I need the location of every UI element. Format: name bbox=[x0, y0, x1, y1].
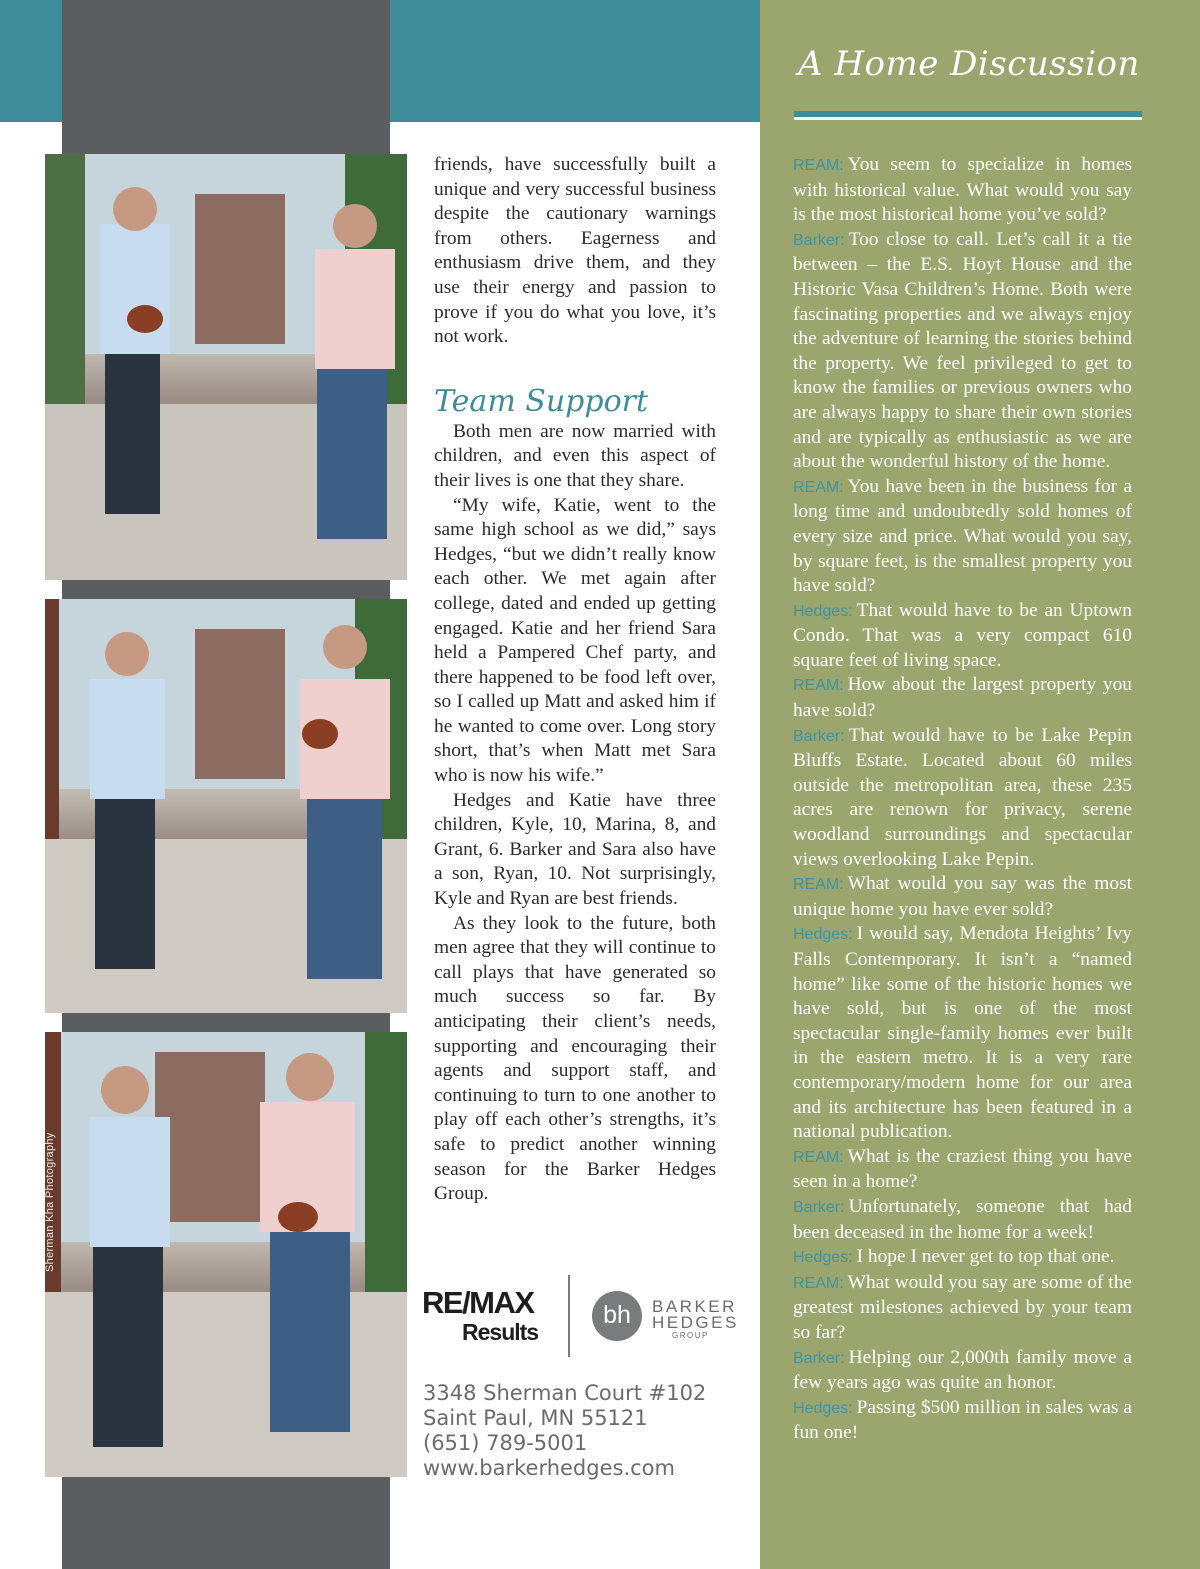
barker-hedges-logo bbox=[652, 1299, 739, 1340]
article-paragraph: “My wife, Katie, went to the same high school as we did,” says Hedges, “but we didn’t really know each other. We met again after college, dated and ended up getting engaged. Katie and her friend Sara held a Pampered Chef party, and there happened to be food left over, so I called up Matt and asked him if he wanted to come over. Long story short, that’s when Matt met Sara who is now his wife.” bbox=[434, 494, 716, 787]
logo-divider bbox=[568, 1275, 570, 1357]
qa-entry bbox=[793, 673, 1132, 723]
qa-entry bbox=[793, 724, 1132, 873]
speaker-label: Barker: bbox=[793, 1198, 845, 1216]
interview-qa bbox=[793, 153, 1132, 1446]
qa-entry bbox=[793, 872, 1132, 922]
article-body bbox=[434, 153, 716, 1207]
qa-text: You have been in the business for a long time and undoubtedly sold homes of every size and price. What would you say, by square feet, is the smallest property you have sold? bbox=[793, 475, 1132, 597]
qa-entry bbox=[793, 1396, 1132, 1446]
qa-entry bbox=[793, 1271, 1132, 1346]
address-line-2: Saint Paul, MN 55121 bbox=[423, 1406, 648, 1430]
qa-text: I hope I never get to top that one. bbox=[856, 1246, 1115, 1268]
qa-entry bbox=[793, 1346, 1132, 1396]
qa-text: That would have to be an Uptown Condo. That was a very compact 610 square feet of living space. bbox=[793, 599, 1132, 671]
speaker-label: Barker: bbox=[793, 727, 845, 745]
section-divider bbox=[794, 111, 1142, 120]
speaker-label: REAM: bbox=[793, 1148, 844, 1166]
contact-block bbox=[423, 1381, 706, 1481]
speaker-label: Hedges: bbox=[793, 602, 853, 620]
speaker-label: Hedges: bbox=[793, 926, 853, 944]
qa-entry bbox=[793, 1245, 1132, 1271]
article-paragraph: Hedges and Katie have three children, Kyle, 10, Marina, 8, and Grant, 6. Barker and Sara also have a son, Ryan, 10. Not surprisingly, Kyle and Ryan are best friends. bbox=[434, 789, 716, 910]
speaker-label: Barker: bbox=[793, 231, 845, 249]
bh-name-barker: BARKER bbox=[652, 1297, 737, 1316]
qa-text: Unfortunately, someone that had been deceased in the home for a week! bbox=[793, 1195, 1132, 1243]
speaker-label: REAM: bbox=[793, 1274, 844, 1292]
bh-name-hedges: HEDGES bbox=[652, 1313, 739, 1332]
qa-entry bbox=[793, 153, 1132, 228]
speaker-label: REAM: bbox=[793, 157, 844, 174]
qa-entry bbox=[793, 475, 1132, 599]
qa-text: You seem to specialize in homes with historical value. What would you say is the most historical home you’ve sold? bbox=[793, 154, 1132, 226]
qa-entry bbox=[793, 1145, 1132, 1195]
speaker-label: REAM: bbox=[793, 677, 844, 695]
photo-1 bbox=[45, 154, 407, 580]
bh-group: GROUP bbox=[671, 1331, 709, 1340]
photo-credit: Sherman Kha Photography bbox=[44, 1132, 56, 1272]
article-paragraph: Both men are now married with children, and even this aspect of their lives is one that they share. bbox=[434, 420, 716, 491]
speaker-label: Hedges: bbox=[793, 1399, 853, 1417]
qa-text: What would you say are some of the greatest milestones achieved by your team so far? bbox=[793, 1271, 1132, 1343]
address-line-1: 3348 Sherman Court #102 bbox=[423, 1381, 707, 1405]
phone-number[interactable]: (651) 789-5001 bbox=[423, 1431, 588, 1455]
photo-2 bbox=[45, 599, 407, 1013]
qa-text: I would say, Mendota Heights’ Ivy Falls Contemporary. It isn’t a “named home” like some of the historic homes we have sold, but is one of the most spectacular single-family homes ever built in the eastern metro. It is a very rare contemporary/modern home for our area and its architecture has been featured in a national publication. bbox=[793, 923, 1132, 1143]
speaker-label: Hedges: bbox=[793, 1249, 853, 1267]
subheading: Team Support bbox=[434, 383, 649, 419]
speaker-label: REAM: bbox=[793, 876, 844, 894]
remax-wordmark: RE/MAX bbox=[422, 1285, 534, 1320]
article-paragraph: As they look to the future, both men agree that they will continue to call plays that have generated so much success so far. By anticipating their client’s needs, supporting and encouraging their agents and support staff, and continuing to turn to one another to play off each other’s strengths, it’s safe to predict another winning season for the Barker Hedges Group. bbox=[434, 912, 716, 1205]
qa-text: Passing $500 million in sales was a fun one! bbox=[793, 1396, 1132, 1444]
qa-entry bbox=[793, 922, 1132, 1144]
qa-text: What would you say was the most unique home you have ever sold? bbox=[793, 873, 1132, 920]
qa-entry bbox=[793, 1195, 1132, 1245]
qa-entry bbox=[793, 599, 1132, 674]
website-link[interactable]: www.barkerhedges.com bbox=[423, 1456, 675, 1480]
qa-text: Too close to call. Let’s call it a tie between – the E.S. Hoyt House and the Historic Vasa Children’s Home. Both were fascinating properties and we always enjoy the adventure of learning the stories behind the property. We feel privileged to get to know the families or previous owners who are always happy to share their own stories and are typically as enthusiastic as we are about the wonderful history of the home. bbox=[793, 228, 1132, 473]
remax-results: Results bbox=[462, 1319, 539, 1345]
article-intro: friends, have successfully built a unique and very successful business despite the cautionary warnings from others. Eagerness and enthusiasm drive them, and they use their energy and passion to prove if you do what you love, it’s not work. bbox=[434, 154, 716, 348]
speaker-label: REAM: bbox=[793, 478, 844, 496]
qa-entry bbox=[793, 228, 1132, 475]
section-title: A Home Discussion bbox=[798, 44, 1140, 84]
qa-text: How about the largest property you have sold? bbox=[793, 674, 1132, 722]
barker-hedges-mark: bh bbox=[592, 1291, 642, 1341]
qa-text: That would have to be Lake Pepin Bluffs Estate. Located about 60 miles outside the metropolitan area, these 235 acres are renown for privacy, serene woodland surroundings and spectacular views overlooking Lake Pepin. bbox=[793, 724, 1132, 870]
qa-text: Helping our 2,000th family move a few years ago was quite an honor. bbox=[793, 1346, 1132, 1394]
speaker-label: Barker: bbox=[793, 1349, 845, 1367]
remax-logo bbox=[422, 1287, 538, 1345]
qa-text: What is the craziest thing you have seen in a home? bbox=[793, 1145, 1132, 1193]
brand-logos bbox=[422, 1275, 752, 1357]
photo-3 bbox=[45, 1032, 407, 1477]
